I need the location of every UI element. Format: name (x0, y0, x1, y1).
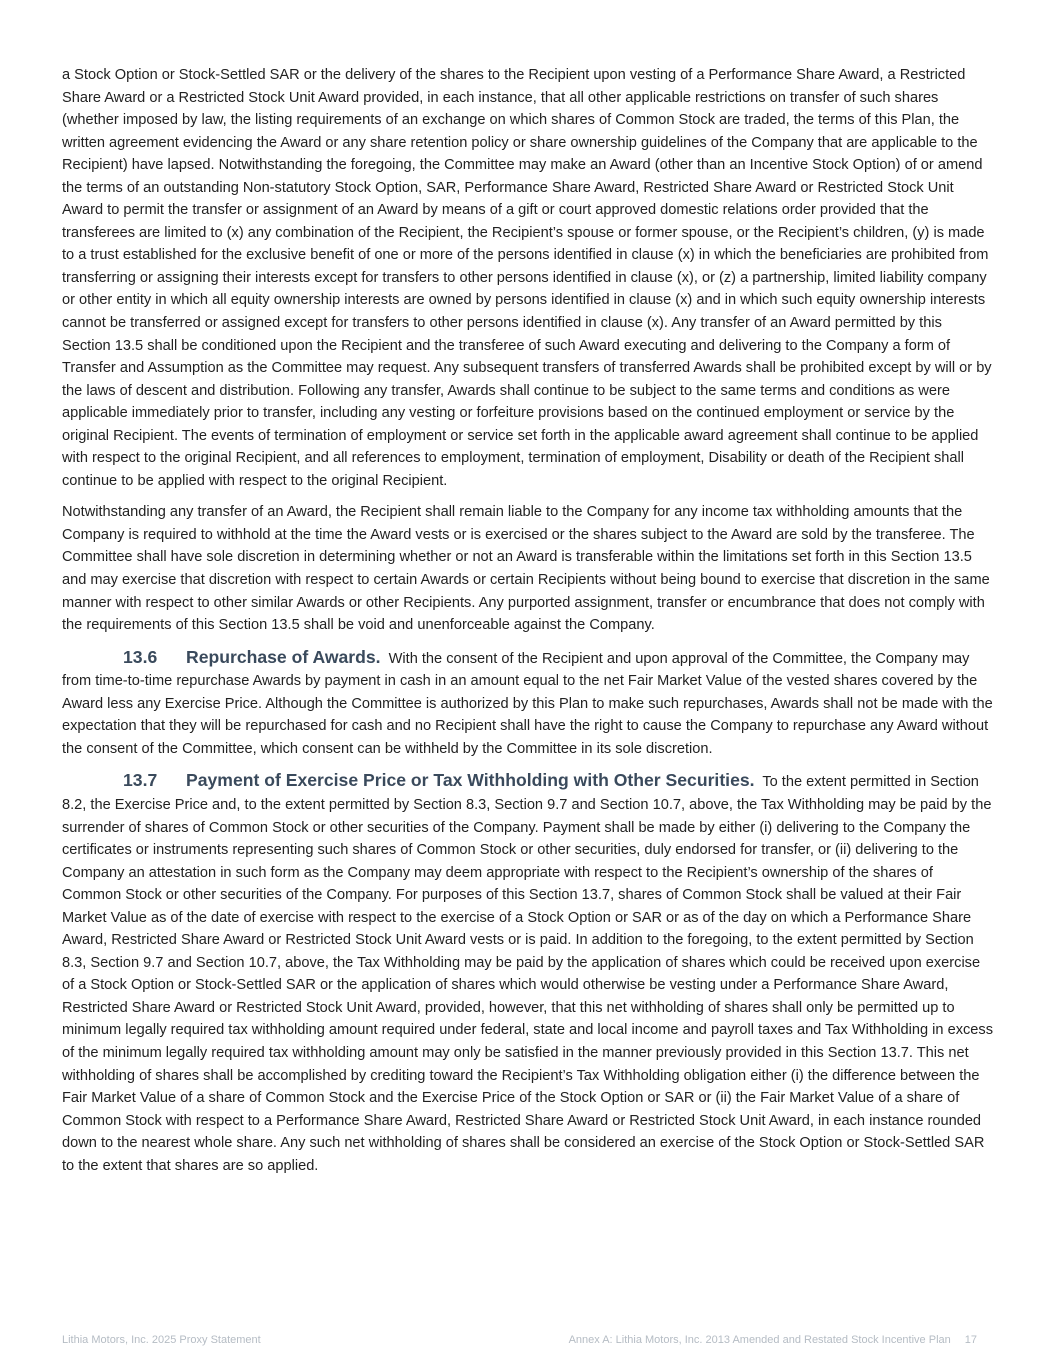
section-number: 13.6 (123, 646, 158, 667)
section-13-7-heading (62, 770, 759, 790)
footer-left-text: Lithia Motors, Inc. 2025 Proxy Statement (62, 1334, 261, 1346)
section-13-7-text: To the extent permitted in Section 8.2, the Exercise Price and, to the extent permitted by Section 8.3, Section 9.7 and Section 10.7, above, the Tax Withholding may be paid by the surrender of shares of Common Stock or other securities of the Company. Payment shall be made by either (i) delivering to the Company the certificates or instruments representing such shares of Common Stock or other securities, duly endorsed for transfer, or (ii) delivering to the Company an attestation in such form as the Company may deem appropriate with respect to the Recipient’s ownership of the shares of Common Stock or other securities of the Company. For purposes of this Section 13.7, shares of Common Stock shall be valued at their Fair Market Value as of the date of exercise with respect to the exercise of a Stock Option or SAR or as of the day on which a Performance Share Award, Restricted Share Award or Restricted Stock Unit Award vests or is paid. In addition to the foregoing, to the extent permitted by Section 8.3, Section 9.7 and Section 10.7, above, the Tax Withholding may be paid by the application of shares which could be received upon exercise of a Stock Option or Stock-Settled SAR or the application of shares which would otherwise be vesting under a Performance Share Award, Restricted Share Award or Restricted Stock Unit Award, provided, however, that this net withholding of shares shall only be permitted up to minimum legally required tax withholding amount required under federal, state and local income and payroll taxes and Tax Withholding in excess of the minimum legally required tax withholding amount may only be satisfied in the manner previously provided in this Section 13.7. This net withholding of shares shall be accomplished by crediting toward the Recipient’s Tax Withholding obligation either (i) the difference between the Fair Market Value of a share of Common Stock and the Exercise Price of the Stock Option or SAR or (ii) the Fair Market Value of a share of Common Stock with respect to a Performance Share Award, Restricted Share Award or Restricted Stock Unit Award, in each instance rounded down to the nearest whole share. Any such net withholding of shares shall be considered an exercise of the Stock Option or Stock-Settled SAR to the extent that shares are so applied. (62, 774, 993, 1174)
footer-right-text: Annex A: Lithia Motors, Inc. 2013 Amended and Restated Stock Incentive Plan (568, 1334, 951, 1346)
section-13-6-heading (62, 647, 385, 667)
body-paragraph-transfer: a Stock Option or Stock-Settled SAR or the delivery of the shares to the Recipient upon vesting of a Performance Share Award, a Restricted Share Award or a Restricted Stock Unit Award provided, in each instance, that all other applicable restrictions on transfer of such shares (whether imposed by law, the listing requirements of an exchange on which shares of Common Stock are traded, the terms of this Plan, the written agreement evidencing the Award or any share retention policy or share ownership guidelines of the Company that are applicable to the Recipient) have lapsed. Notwithstanding the foregoing, the Committee may make an Award (other than an Incentive Stock Option) of or amend the terms of an outstanding Non-statutory Stock Option, SAR, Performance Share Award, Restricted Share Award or Restricted Stock Unit Award to permit the transfer or assignment of an Award by means of a gift or court approved domestic relations order provided that the transferees are limited to (x) any combination of the Recipient, the Recipient’s spouse or former spouse, or the Recipient’s children, (y) is made to a trust established for the exclusive benefit of one or more of the persons identified in clause (x) in which the beneficiaries are prohibited from transferring or assigning their interests except for transfers to other persons identified in clause (x), or (z) a partnership, limited liability company or other entity in which all equity ownership interests are owned by persons identified in clause (x) and in which such equity ownership interests cannot be transferred or assigned except for transfers to other persons identified in clause (x). Any transfer of an Award permitted by this Section 13.5 shall be conditioned upon the Recipient and the transferee of such Award executing and delivering to the Company a form of Transfer and Assumption as the Committee may request. Any subsequent transfers of transferred Awards shall be prohibited except by will or by the laws of descent and distribution. Following any transfer, Awards shall continue to be subject to the same terms and conditions as were applicable immediately prior to transfer, including any vesting or forfeiture provisions based on the continued employment or service by the original Recipient. The events of termination of employment or service set forth in the applicable award agreement shall continue to be applied with respect to the original Recipient, and all references to employment, termination of employment, Disability or death of the Recipient shall continue to be applied with respect to the original Recipient. (62, 67, 992, 489)
footer-right (569, 1334, 977, 1346)
section-13-6 (62, 646, 994, 761)
document-page (62, 64, 994, 1186)
page-number: 17 (964, 1334, 977, 1346)
section-13-6-text: With the consent of the Recipient and upon approval of the Committee, the Company may from time-to-time repurchase Awards by payment in cash in an amount equal to the net Fair Market Value of the vested shares covered by the Award less any Exercise Price. Although the Committee is authorized by this Plan to make such repurchases, Awards shall not be made with the expectation that they will be repurchased for cash and no Recipient shall have the right to cause the Company to repurchase any Award without the consent of the Committee, which consent can be withheld by the Committee in its sole discretion. (62, 650, 993, 757)
section-13-7 (62, 769, 994, 1177)
body-paragraph-tax-liability: Notwithstanding any transfer of an Award, the Recipient shall remain liable to the Company for any income tax withholding amounts that the Company is required to withhold at the time the Award vests or is exercised or the shares subject to the Award are sold by the transferee. The Committee shall have sole discretion in determining whether or not an Award is transferable within the limitations set forth in this Section 13.5 and may exercise that discretion with respect to certain Awards or certain Recipients without being bound to exercise that discretion in the same manner with respect to other similar Awards or other Recipients. Any purported assignment, transfer or encumbrance that does not comply with the requirements of this Section 13.5 shall be void and unenforceable against the Company. (62, 504, 990, 634)
section-number: 13.7 (123, 770, 158, 791)
section-title: Payment of Exercise Price or Tax Withholding with Other Securities. (186, 770, 755, 791)
section-title: Repurchase of Awards. (186, 646, 381, 667)
